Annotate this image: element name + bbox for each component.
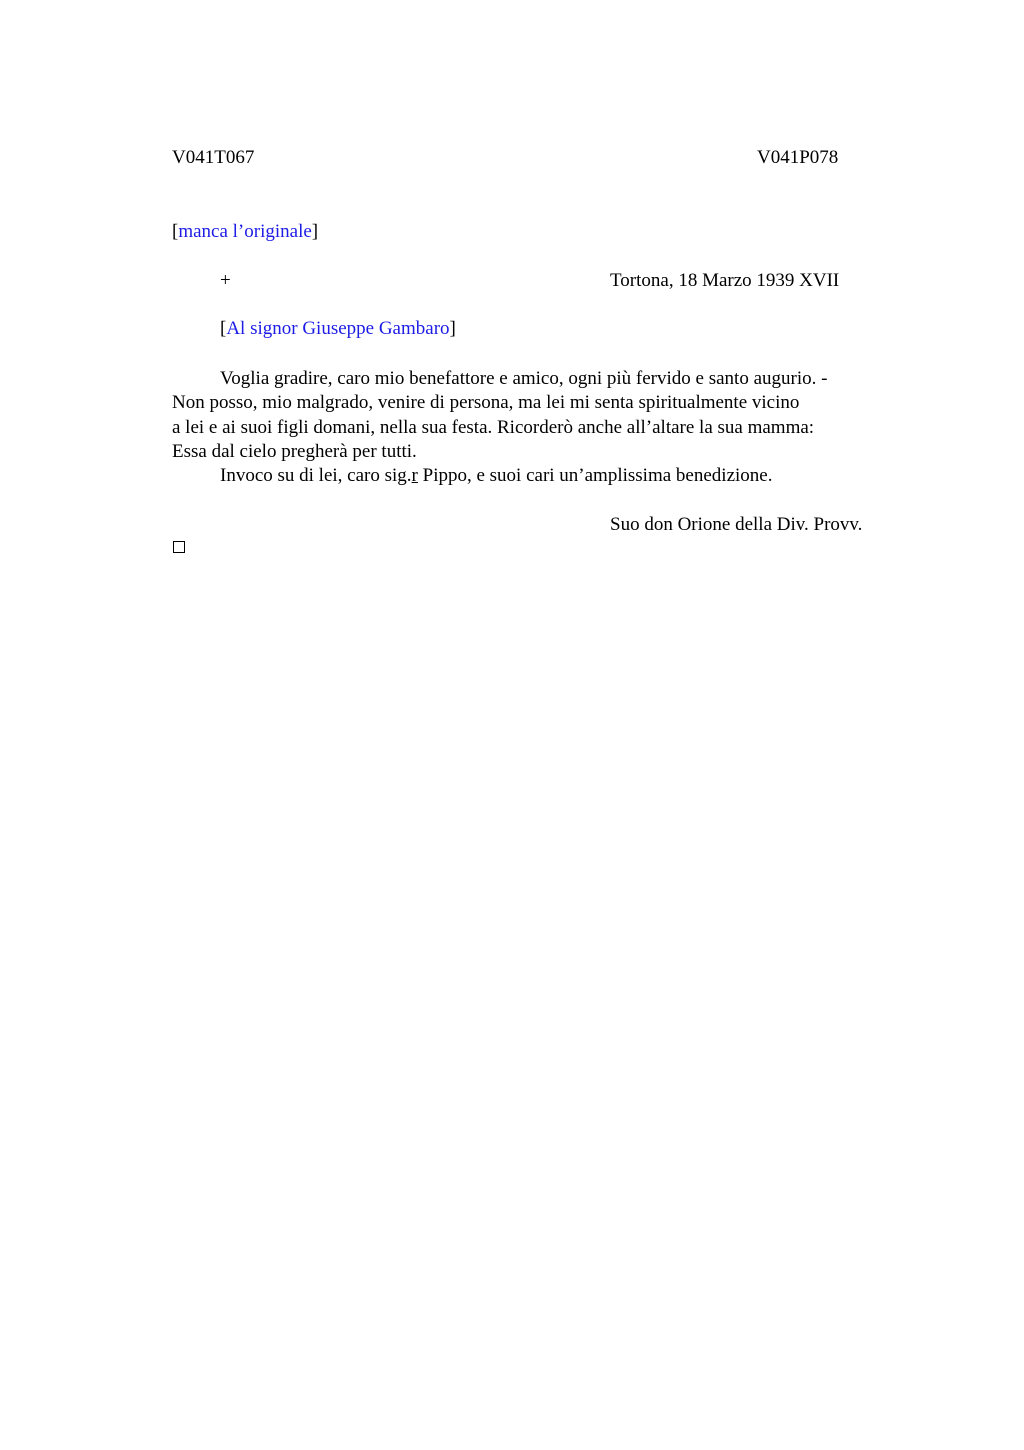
editorial-note xyxy=(172,220,318,244)
blessing-underlined: r xyxy=(411,465,418,487)
addressee-close-bracket: ] xyxy=(449,318,456,339)
note-open-bracket: [ xyxy=(172,221,179,242)
cross-symbol: + xyxy=(220,270,231,291)
empty-square-icon xyxy=(173,541,185,553)
note-text: manca l’originale xyxy=(178,221,312,242)
addressee xyxy=(220,317,456,341)
document-code-right: V041P078 xyxy=(757,147,839,168)
letter-body xyxy=(172,367,892,488)
signature: Suo don Orione della Div. Provv. xyxy=(610,514,863,535)
blessing-before: Invoco su di lei, caro sig. xyxy=(220,465,412,487)
addressee-text: Al signor Giuseppe Gambaro xyxy=(226,318,450,339)
body-line: a lei e ai suoi figli domani, nella sua festa. Ricorderò anche all’altare la sua mamma: xyxy=(172,416,815,438)
blessing-line xyxy=(172,464,892,488)
blessing-after: Pippo, e suoi cari un’amplissima benedizione. xyxy=(417,465,773,487)
body-line: Voglia gradire, caro mio benefattore e amico, ogni più fervido e santo augurio. - xyxy=(220,368,828,389)
body-line: Non posso, mio malgrado, venire di persona, ma lei mi senta spiritualmente vicino xyxy=(172,392,800,414)
place-date: Tortona, 18 Marzo 1939 XVII xyxy=(610,270,840,291)
document-code-left: V041T067 xyxy=(172,147,255,168)
body-line: Essa dal cielo pregherà per tutti. xyxy=(172,440,417,462)
addressee-open-bracket: [ xyxy=(220,318,227,339)
note-close-bracket: ] xyxy=(311,221,319,242)
